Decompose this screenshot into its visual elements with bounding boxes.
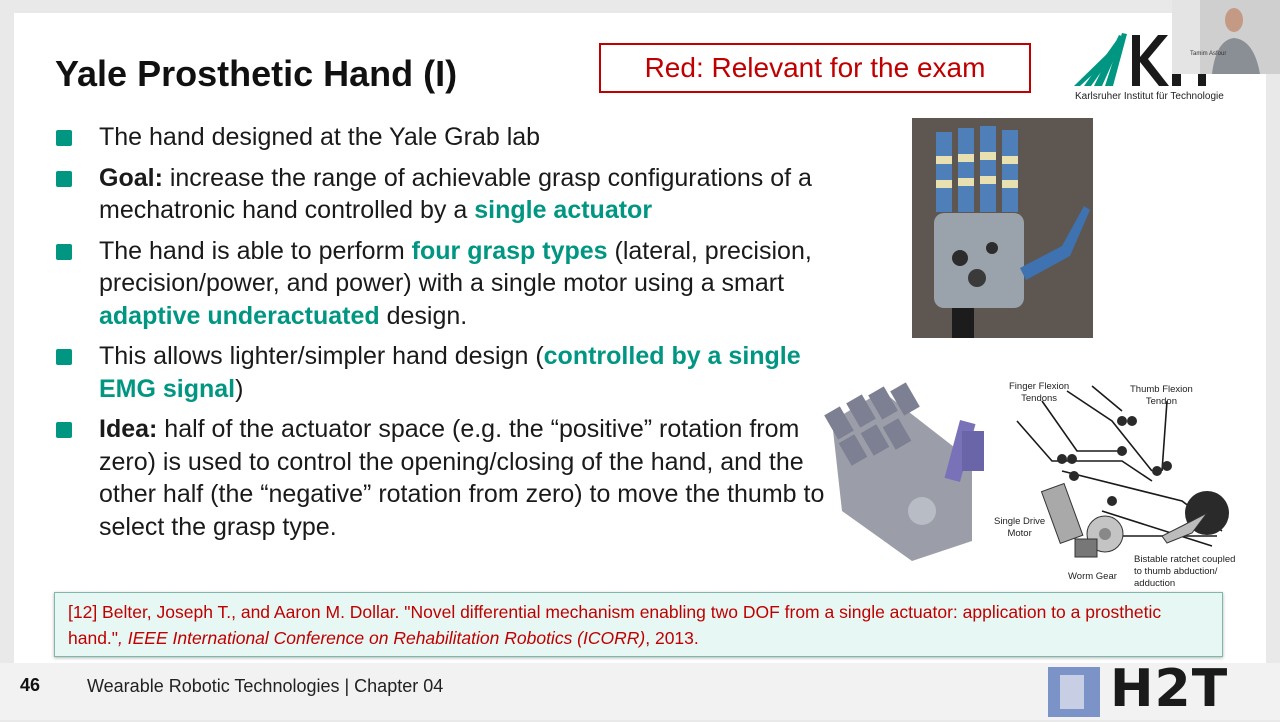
bullet-text-segment: Goal: [99,163,163,192]
label-finger-flexion: Finger Flexion Tendons [1009,381,1070,404]
label-bistable-ratchet: Bistable ratchet coupled to thumb abduction/ adduction [1134,554,1236,589]
h2t-logo-emblem [1048,667,1100,717]
bullet-item [56,340,826,405]
reference-box [54,592,1223,657]
exam-relevance-text: Red: Relevant for the exam [644,52,986,83]
bullet-list [56,121,826,551]
cad-hand-render [824,382,984,561]
bullet-text-segment: The hand is able to perform [99,236,412,265]
h2t-logo-text: H2T [1110,659,1229,719]
presenter-name: Tamim Asfour [1190,51,1227,57]
slide-canvas [14,13,1266,663]
bullet-text-segment: half of the actuator space (e.g. the “positive” rotation from zero) is used to control the opening/closing of the hand, and the other half (the “negative” rotation from zero) to move the thumb to select the grasp type. [99,415,825,541]
bullet-text-segment: single actuator [474,196,653,224]
bullet-text-segment: The hand designed at the Yale Grab lab [99,123,541,151]
bullet-item [56,162,826,227]
page-number: 46 [20,675,41,695]
bullet-marker-icon [56,171,72,187]
bullet-text-segment: This allows lighter/simpler hand design ( [99,342,544,370]
label-single-drive-motor: Single Drive Motor [994,516,1046,539]
bullet-text-segment: Idea: [99,415,158,443]
bullet-marker-icon [56,422,72,438]
bullet-text-segment: controlled by a single EMG signal [99,342,801,403]
slide-title: Yale Prosthetic Hand (I) [55,53,458,94]
reference-authors-title: [12] Belter, Joseph T., and Aaron M. Dollar. "Novel differential mechanism enabling two DOF from a single actuator: application to a prosthetic hand." [68,602,1162,648]
exam-relevance-note [599,43,1031,93]
bullet-marker-icon [56,349,72,365]
label-worm-gear: Worm Gear [1068,571,1117,582]
bullet-item [56,235,826,333]
webcam-feed [1172,0,1280,74]
bullet-text-segment: (lateral, precision, precision/power, and power) with a single motor using a smart [99,236,812,297]
prosthetic-hand-photo [912,118,1093,338]
presenter-webcam [1172,0,1280,74]
reference-year: , 2013. [645,628,699,648]
bullet-item [56,413,826,543]
h2t-logo [1048,659,1229,719]
kit-subtitle: Karlsruher Institut für Technologie [1075,91,1224,102]
reference-venue: , IEEE International Conference on Rehabilitation Robotics (ICORR) [118,628,646,648]
bullet-item [56,121,826,154]
bullet-text-segment: design. [379,301,468,330]
bullet-marker-icon [56,244,72,260]
bullet-text-segment: four grasp types [411,236,608,265]
bullet-text-segment: ) [235,374,244,403]
label-thumb-flexion: Thumb Flexion Tendon [1130,384,1193,407]
mechanism-diagram [822,361,1240,593]
bullet-text-segment: increase the range of achievable grasp configurations of a mechatronic hand controlled by a [99,163,812,224]
hand-photo-image [912,118,1093,338]
bullet-text-segment: adaptive underactuated [99,301,380,330]
bullet-marker-icon [56,130,72,146]
course-chapter-label: Wearable Robotic Technologies | Chapter 04 [87,676,444,696]
